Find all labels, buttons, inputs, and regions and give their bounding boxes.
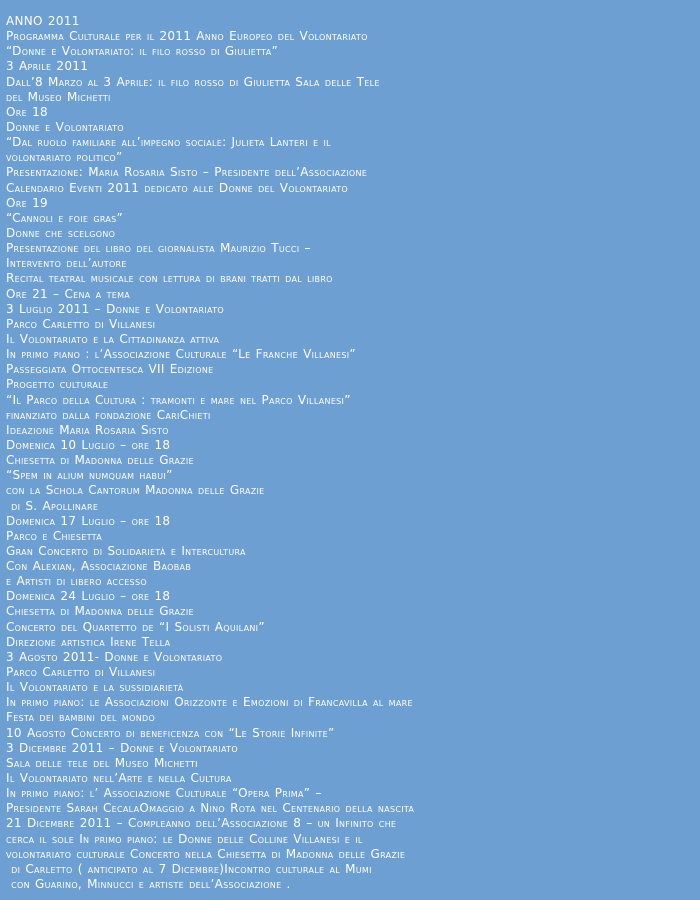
- text-line: Calendario Eventi 2011 dedicato alle Donne del Volontariato: [6, 180, 349, 195]
- text-line: finanziato dalla fondazione CariChieti: [6, 407, 211, 422]
- text-line: Recital teatral musicale con lettura di brani tratti dal libro: [6, 271, 333, 286]
- text-line: cerca il sole In primo piano: le Donne delle Colline Villanesi e il: [6, 831, 363, 846]
- text-line: Il Volontariato nell’Arte e nella Cultura: [6, 771, 232, 786]
- text-line: Chiesetta di Madonna delle Grazie: [6, 604, 194, 619]
- text-line: Programma Culturale per il 2011 Anno Europeo del Volontariato: [6, 29, 368, 44]
- text-line: Direzione artistica Irene Tella: [6, 634, 171, 649]
- text-line: Domenica 10 Luglio – ore 18: [6, 437, 171, 452]
- text-line: 21 Dicembre 2011 – Compleanno dell’Associazione 8 – un Infinito che: [6, 816, 397, 831]
- text-line: 3 Agosto 2011- Donne e Volontariato: [6, 649, 223, 664]
- text-line: Presentazione: Maria Rosaria Sisto – Presidente dell’Associazione: [6, 165, 368, 180]
- text-line: Ore 21 – Cena a tema: [6, 286, 131, 301]
- text-line: 10 Agosto Concerto di beneficenza con “Le Storie Infinite”: [6, 725, 335, 740]
- text-line: con la Schola Cantorum Madonna delle Grazie: [6, 483, 265, 498]
- text-line: Con Alexian, Associazione Baobab: [6, 559, 192, 574]
- text-line: Il Volontariato e la sussidiarietà: [6, 680, 184, 695]
- text-line: “Cannoli e foie gras”: [6, 210, 124, 225]
- text-line: Gran Concerto di Solidarietà e Intercultura: [6, 543, 246, 558]
- text-line: Donne che scelgono: [6, 225, 116, 240]
- text-line: “Il Parco della Cultura : tramonti e mare nel Parco Villanesi”: [6, 392, 351, 407]
- text-line: “Donne e Volontariato: il filo rosso di Giulietta”: [6, 44, 279, 59]
- text-line: Domenica 17 Luglio – ore 18: [6, 513, 171, 528]
- text-line: “Dal ruolo familiare all’impegno sociale: Julieta Lanteri e il: [6, 135, 331, 150]
- text-line: Parco e Chiesetta: [6, 528, 102, 543]
- text-line: Intervento dell’autore: [6, 256, 127, 271]
- text-line: del Museo Michetti: [6, 89, 111, 104]
- text-line: In primo piano: l’ Associazione Culturale “Opera Prima” –: [6, 786, 322, 801]
- text-line: e Artisti di libero accesso: [6, 574, 147, 589]
- text-line: Parco Carletto di Villanesi: [6, 316, 156, 331]
- text-line: Presentazione del libro del giornalista Maurizio Tucci –: [6, 241, 311, 256]
- text-line: di S. Apollinare: [6, 498, 99, 513]
- text-line: Ore 19: [6, 195, 48, 210]
- text-line: volontariato culturale Concerto nella Chiesetta di Madonna delle Grazie: [6, 846, 406, 861]
- text-line: Progetto culturale: [6, 377, 109, 392]
- text-line: Il Volontariato e la Cittadinanza attiva: [6, 331, 220, 346]
- text-line: Chiesetta di Madonna delle Grazie: [6, 453, 194, 468]
- text-line: con Guarino, Minnucci e artiste dell’Associazione .: [6, 877, 291, 892]
- text-line: In primo piano : l’Associazione Culturale “Le Franche Villanesi”: [6, 347, 356, 362]
- text-line: “Spem in alium numquam habui”: [6, 468, 173, 483]
- text-line: Domenica 24 Luglio – ore 18: [6, 589, 171, 604]
- text-line: volontariato politico”: [6, 150, 123, 165]
- text-line: In primo piano: le Associazioni Orizzonte e Emozioni di Francavilla al mare: [6, 695, 413, 710]
- text-line: Sala delle tele del Museo Michetti: [6, 755, 198, 770]
- text-line: Festa dei bambini del mondo: [6, 710, 156, 725]
- text-line: di Carletto ( anticipato al 7 Dicembre)Incontro culturale al Mumi: [6, 861, 372, 876]
- text-line: Presidente Sarah CecalaOmaggio a Nino Rota nel Centenario della nascita: [6, 801, 415, 816]
- text-line: Parco Carletto di Villanesi: [6, 665, 156, 680]
- text-line: ANNO 2011: [6, 14, 80, 28]
- text-line: 3 Dicembre 2011 – Donne e Volontariato: [6, 740, 238, 755]
- text-line: Passeggiata Ottocentesca VII Edizione: [6, 362, 214, 377]
- text-line: Dall’8 Marzo al 3 Aprile: il filo rosso di Giulietta Sala delle Tele: [6, 74, 380, 89]
- text-line: 3 Luglio 2011 – Donne e Volontariato: [6, 301, 224, 316]
- text-line: Ideazione Maria Rosaria Sisto: [6, 422, 169, 437]
- text-line: Donne e Volontariato: [6, 119, 124, 134]
- text-line: Concerto del Quartetto de “I Solisti Aquilani”: [6, 619, 265, 634]
- text-line: Ore 18: [6, 104, 48, 119]
- text-line: 3 Aprile 2011: [6, 59, 89, 74]
